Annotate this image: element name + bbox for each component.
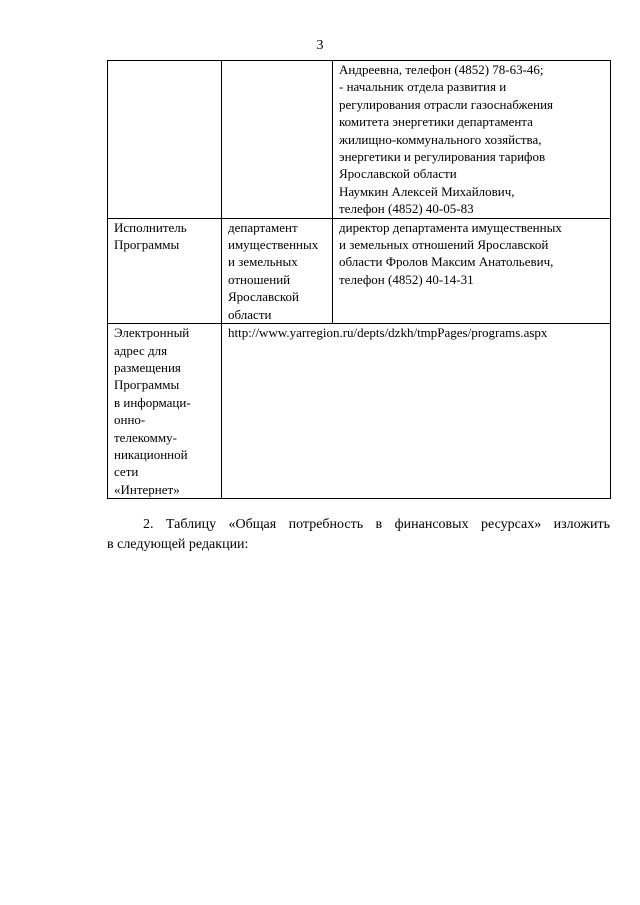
cell-web-address-label [108, 324, 222, 499]
label-line: сети [114, 464, 139, 480]
label-line: в информаци- [114, 394, 191, 410]
contact-line: Ярославской области [339, 166, 457, 182]
contact-line: энергетики и регулирования тарифов [339, 149, 546, 165]
table-row-contacts-continued [108, 61, 611, 219]
program-url-link[interactable]: http://www.yarregion.ru/depts/dzkh/tmpPages/programs.aspx [228, 325, 548, 341]
paragraph-word: в [375, 517, 383, 532]
department-line: и земельных [228, 254, 298, 270]
label-line: онно- [114, 412, 146, 428]
paragraph-word: «Общая [228, 517, 277, 532]
label-line: адрес для [114, 342, 168, 358]
contact-line: телефон (4852) 40-14-31 [339, 271, 474, 287]
page-number: 3 [316, 38, 324, 53]
contact-line: телефон (4852) 40-05-83 [339, 201, 474, 217]
paragraph-word: ресурсах» [481, 517, 542, 532]
paragraph-word: потребность [288, 517, 364, 532]
contact-line: директор департамента имущественных [339, 219, 562, 235]
contact-line: Наумкин Алексей Михайлович, [339, 183, 515, 199]
contact-line: и земельных отношений Ярославской [339, 237, 549, 253]
paragraph-line-1 [107, 515, 610, 535]
paragraph-line-2: в следующей редакции: [107, 537, 249, 552]
cell-row1-col1 [108, 61, 222, 219]
program-passport-table [107, 60, 611, 499]
paragraph-word: Таблицу [165, 517, 217, 532]
paragraph-word: 2. [143, 517, 154, 532]
contact-line: жилищно-коммунального хозяйства, [339, 131, 542, 147]
label-line: телекомму- [114, 429, 177, 445]
cell-executor-label [108, 218, 222, 323]
department-line: отношений [228, 271, 291, 287]
paragraph-word: финансовых [394, 517, 469, 532]
label-line: размещения [114, 359, 181, 375]
cell-web-address-url [222, 324, 611, 499]
cell-executor-contact [333, 218, 611, 323]
contact-line: области Фролов Максим Анатольевич, [339, 254, 554, 270]
table-row-executor [108, 218, 611, 323]
cell-row1-col3 [333, 61, 611, 219]
department-line: Ярославской [228, 289, 299, 305]
department-line: департамент [228, 219, 298, 235]
department-line: имущественных [228, 237, 319, 253]
label-line: Электронный [114, 325, 190, 341]
table-row-web-address [108, 324, 611, 499]
contact-line: регулирования отрасли газоснабжения [339, 96, 554, 112]
label-line: Исполнитель [114, 219, 187, 235]
body-paragraph [107, 515, 610, 555]
cell-row1-col2 [222, 61, 333, 219]
label-line: никационной [114, 446, 188, 462]
department-line: области [228, 306, 272, 322]
label-line: Программы [114, 237, 180, 253]
contact-line: Андреевна, телефон (4852) 78-63-46; [339, 62, 544, 77]
contact-line: комитета энергетики департамента [339, 114, 533, 130]
cell-executor-department [222, 218, 333, 323]
paragraph-word: изложить [553, 517, 610, 532]
label-line: Программы [114, 377, 180, 393]
label-line: «Интернет» [114, 481, 180, 497]
contact-line: - начальник отдела развития и [339, 79, 507, 95]
